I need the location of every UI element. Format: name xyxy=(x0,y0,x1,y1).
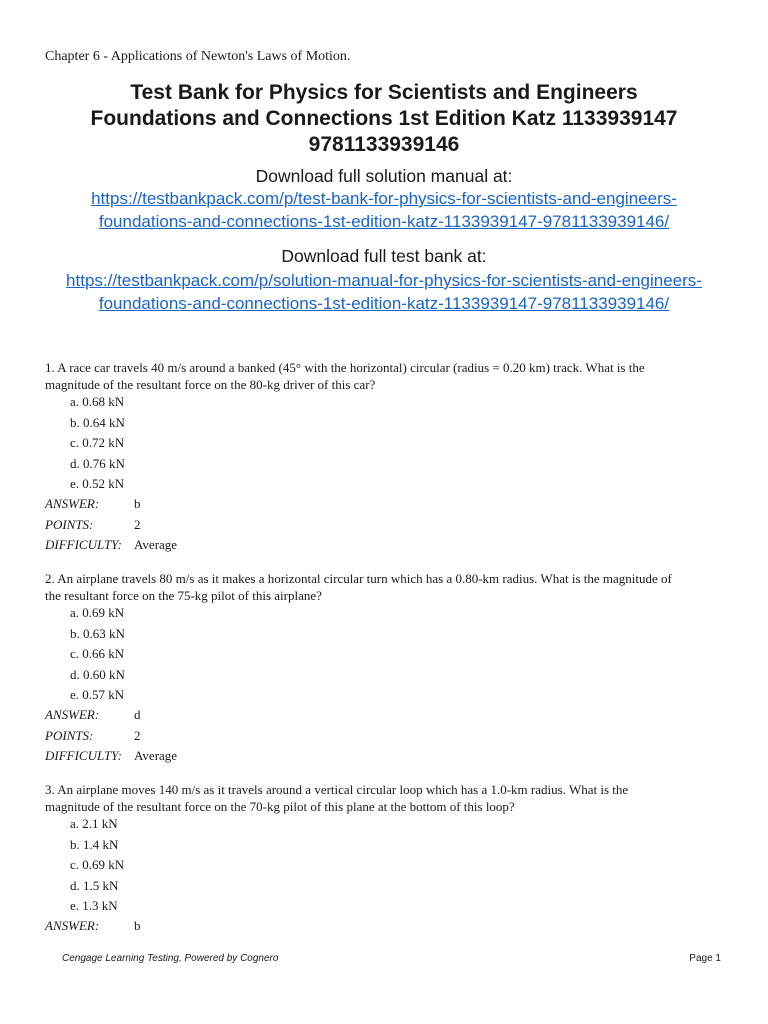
option-d: d. 1.5 kN xyxy=(70,877,119,893)
question-3-line-1: 3. An airplane moves 140 m/s as it travels around a vertical circular loop which has a 1.0-km radius. What is the xyxy=(45,782,629,797)
question-1-line-2: magnitude of the resultant force on the 80-kg driver of this car? xyxy=(45,377,376,392)
option-e: e. 0.52 kN xyxy=(70,476,125,491)
title-line-1: Test Bank for Physics for Scientists and Engineers xyxy=(130,81,638,104)
question-2-meta xyxy=(45,705,177,767)
option-b: b. 0.63 kN xyxy=(70,625,125,641)
testbank-link-line-1[interactable]: https://testbankpack.com/p/solution-manual-for-physics-for-scientists-and-engineers- xyxy=(66,271,702,290)
question-1-text xyxy=(45,359,725,393)
difficulty-value: Average xyxy=(134,537,178,552)
points-row xyxy=(45,515,177,536)
document-title xyxy=(20,80,748,158)
difficulty-row xyxy=(45,535,177,556)
points-label: POINTS: xyxy=(45,727,94,743)
question-2-line-2: the resultant force on the 75-kg pilot of this airplane? xyxy=(45,588,322,603)
download-solution-label: Download full solution manual at: xyxy=(255,166,513,186)
title-line-2: Foundations and Connections 1st Edition Katz 1133939147 xyxy=(90,107,678,130)
answer-row xyxy=(45,494,177,515)
option-d: d. 0.60 kN xyxy=(70,666,125,682)
answer-value: d xyxy=(134,707,141,722)
question-1-meta xyxy=(45,494,177,556)
option-e: e. 0.57 kN xyxy=(70,687,125,702)
difficulty-label: DIFFICULTY: xyxy=(45,537,122,552)
download-testbank-link[interactable] xyxy=(20,269,748,315)
answer-label: ANSWER: xyxy=(45,496,100,511)
option-c: c. 0.69 kN xyxy=(70,857,125,872)
question-3-meta xyxy=(45,916,141,937)
option-a: a. 0.69 kN xyxy=(70,605,125,620)
points-value: 2 xyxy=(134,516,141,532)
solution-link-line-1[interactable]: https://testbankpack.com/p/test-bank-for-physics-for-scientists-and-engineers- xyxy=(91,189,677,208)
footer-publisher: Cengage Learning Testing, Powered by Cognero xyxy=(62,953,279,964)
option-d: d. 0.76 kN xyxy=(70,455,125,471)
question-2-options xyxy=(70,603,125,706)
answer-label: ANSWER: xyxy=(45,918,100,933)
chapter-heading: Chapter 6 - Applications of Newton's Laws of Motion. xyxy=(45,49,351,64)
difficulty-label: DIFFICULTY: xyxy=(45,748,122,763)
question-3-line-2: magnitude of the resultant force on the 70-kg pilot of this plane at the bottom of this loop? xyxy=(45,799,515,814)
points-label: POINTS: xyxy=(45,516,94,532)
download-solution-link[interactable] xyxy=(20,187,748,233)
question-1-options xyxy=(70,392,125,495)
points-value: 2 xyxy=(134,727,141,743)
title-line-3: 9781133939146 xyxy=(308,133,460,156)
question-2-line-1: 2. An airplane travels 80 m/s as it makes a horizontal circular turn which has a 0.80-km radius. What is the magnitude of xyxy=(45,571,672,586)
option-c: c. 0.66 kN xyxy=(70,646,125,661)
question-1-line-1: 1. A race car travels 40 m/s around a banked (45° with the horizontal) circular (radius = 0.20 km) track. What is the xyxy=(45,360,645,375)
difficulty-value: Average xyxy=(134,748,178,763)
solution-link-line-2[interactable]: foundations-and-connections-1st-edition-katz-1133939147-9781133939146/ xyxy=(98,212,670,231)
option-e: e. 1.3 kN xyxy=(70,898,118,913)
points-row xyxy=(45,726,177,747)
answer-row xyxy=(45,916,141,937)
answer-value: b xyxy=(134,496,141,511)
option-b: b. 1.4 kN xyxy=(70,836,119,852)
answer-value: b xyxy=(134,918,141,933)
answer-row xyxy=(45,705,177,726)
testbank-link-line-2[interactable]: foundations-and-connections-1st-edition-katz-1133939147-9781133939146/ xyxy=(98,294,670,313)
question-2-text xyxy=(45,570,725,604)
footer-page-number: Page 1 xyxy=(689,953,721,964)
option-c: c. 0.72 kN xyxy=(70,435,125,450)
download-testbank-label: Download full test bank at: xyxy=(281,246,487,266)
question-3-options xyxy=(70,814,124,917)
option-b: b. 0.64 kN xyxy=(70,414,125,430)
difficulty-row xyxy=(45,746,177,767)
option-a: a. 0.68 kN xyxy=(70,394,125,409)
option-a: a. 2.1 kN xyxy=(70,816,118,831)
answer-label: ANSWER: xyxy=(45,707,100,722)
question-3-text xyxy=(45,781,725,815)
